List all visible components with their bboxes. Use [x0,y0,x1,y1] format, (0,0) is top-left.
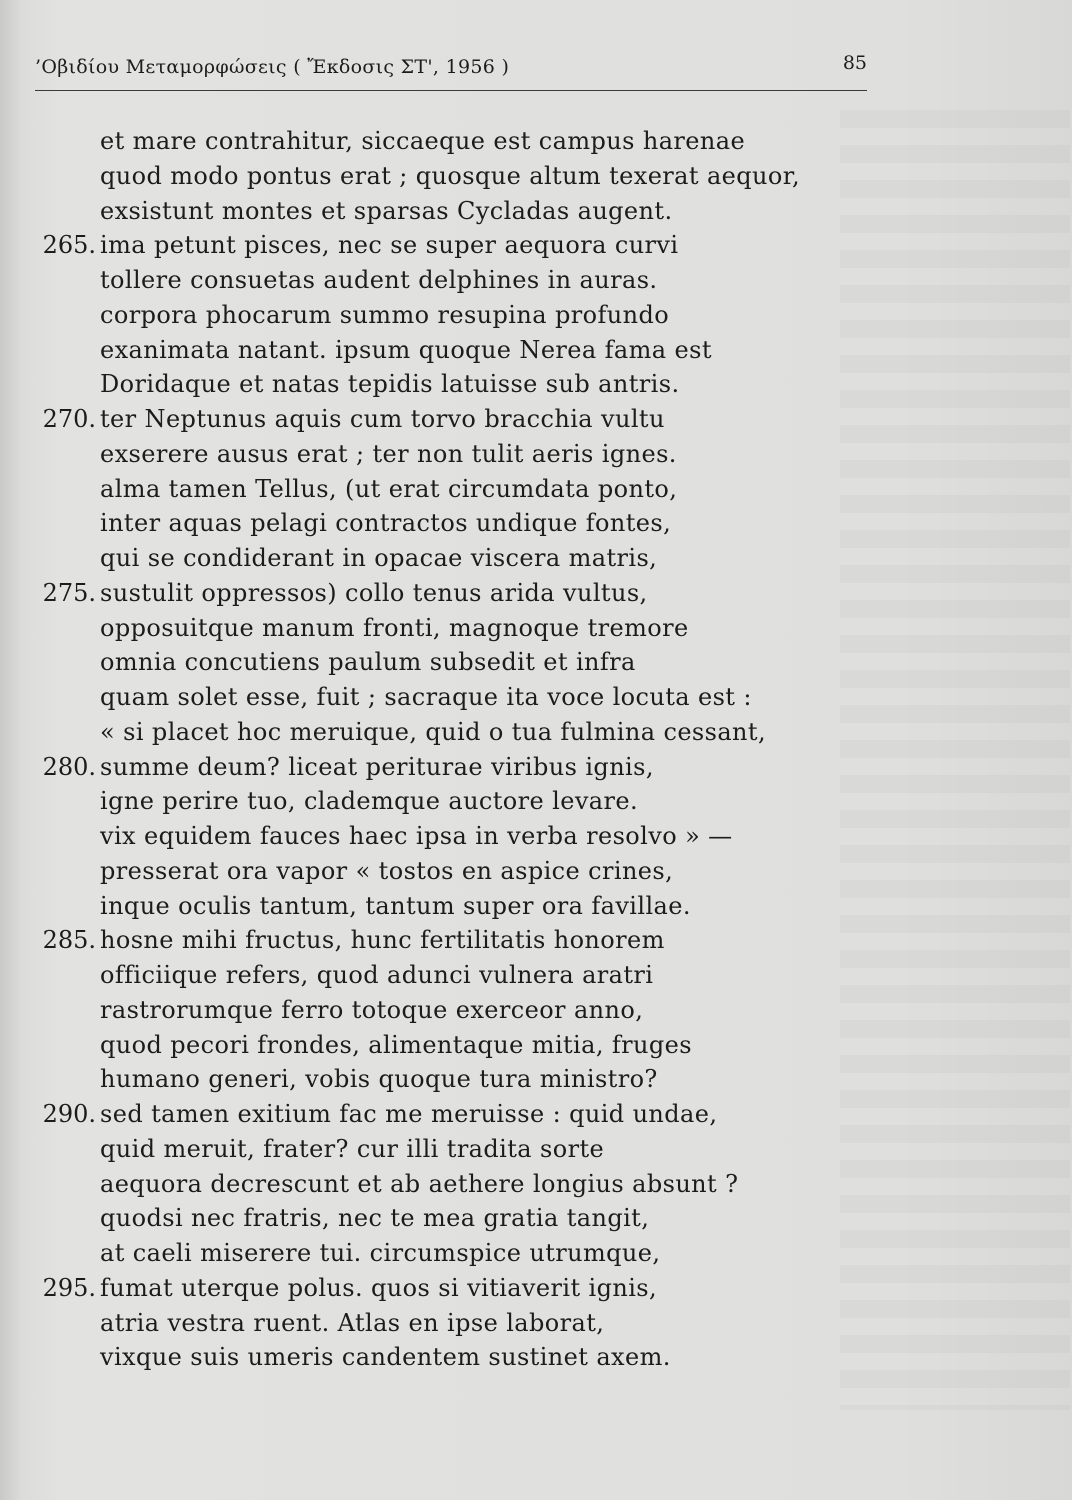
verse-text: Doridaque et natas tepidis latuisse sub antris. [100,370,680,399]
header-title: ’Οβιδίου Μεταμορφώσεις ( Ἔκδοσις ΣΤ', 1956 ) [35,56,510,78]
verse-text: exsistunt montes et sparsas Cycladas augent. [100,196,673,225]
verse-line [30,1062,850,1097]
verse-text: quam solet esse, fuit ; sacraque ita voce locuta est : [100,683,752,711]
verse-line [30,819,850,854]
verse-text: corpora phocarum summo resupina profundo [100,300,670,329]
show-through-texture [840,110,1070,1410]
line-number: 275. [42,578,96,607]
verse-line [30,958,850,993]
running-header [35,50,867,91]
verse-text: et mare contrahitur, siccaeque est campus harenae [100,127,746,155]
verse-text: fumat uterque polus. quos si vitiaverit ignis, [100,1273,658,1302]
line-number: 280. [42,752,96,781]
verse-text: exserere ausus erat ; ter non tulit aeris ignes. [100,439,677,468]
verse-text: vixque suis umeris candentem sustinet axem. [100,1343,671,1372]
verse-line [30,576,850,611]
verse-text: sed tamen exitium fac me meruisse : quid undae, [100,1100,718,1128]
verse-line [30,506,850,541]
verse-line [30,1236,850,1271]
verse-line [30,437,850,472]
verse-line [30,1167,850,1202]
line-number: 285. [42,926,96,955]
verse-text: quid meruit, frater? cur illi tradita sorte [100,1134,605,1163]
verse-text: summe deum? liceat periturae viribus ignis, [100,752,654,781]
page-number: 85 [842,52,867,74]
verse-text: hosne mihi fructus, hunc fertilitatis honorem [100,926,665,955]
verse-text: qui se condiderant in opacae viscera matris, [100,544,658,572]
verse-line [30,333,850,368]
verse-line [30,680,850,715]
verse-line [30,923,850,958]
verse-text: atria vestra ruent. Atlas en ipse laborat, [100,1308,605,1337]
verse-text: alma tamen Tellus, (ut erat circumdata ponto, [100,474,678,503]
verse-text: humano generi, vobis quoque tura ministro? [100,1065,658,1094]
verse-text: officiique refers, quod adunci vulnera aratri [100,961,654,989]
verse-line [30,541,850,576]
verse-line [30,1340,850,1375]
verse-line [30,645,850,680]
verse-block [30,124,850,1375]
verse-text: rastrorumque ferro totoque exerceor anno, [100,995,644,1024]
verse-text: aequora decrescunt et ab aethere longius absunt ? [100,1169,739,1198]
verse-line [30,611,850,646]
verse-line [30,1097,850,1132]
verse-line [30,889,850,924]
verse-line [30,1132,850,1167]
verse-text: omnia concutiens paulum subsedit et infra [100,648,636,677]
verse-line [30,1201,850,1236]
line-number: 290. [42,1100,96,1128]
line-number: 265. [42,231,96,260]
verse-text: inter aquas pelagi contractos undique fontes, [100,509,672,538]
verse-line [30,1028,850,1063]
verse-line [30,854,850,889]
verse-text: presserat ora vapor « tostos en aspice crines, [100,856,674,885]
verse-line [30,228,850,263]
verse-line [30,367,850,402]
verse-line [30,124,850,159]
verse-text: exanimata natant. ipsum quoque Nerea fama est [100,335,712,364]
verse-text: quod modo pontus erat ; quosque altum texerat aequor, [100,161,800,190]
verse-text: quodsi nec fratris, nec te mea gratia tangit, [100,1204,650,1233]
verse-text: opposuitque manum fronti, magnoque tremore [100,613,689,642]
verse-line [30,993,850,1028]
verse-line [30,750,850,785]
verse-line [30,263,850,298]
verse-line [30,1271,850,1306]
verse-text: at caeli miserere tui. circumspice utrumque, [100,1239,661,1267]
verse-text: sustulit oppressos) collo tenus arida vultus, [100,578,648,607]
verse-text: vix equidem fauces haec ipsa in verba resolvo » — [100,822,733,850]
verse-text: ima petunt pisces, nec se super aequora curvi [100,231,679,260]
verse-text: inque oculis tantum, tantum super ora favillae. [100,891,691,920]
verse-line [30,715,850,750]
verse-text: « si placet hoc meruique, quid o tua fulmina cessant, [100,717,766,746]
verse-text: igne perire tuo, clademque auctore levare. [100,787,639,816]
verse-line [30,402,850,437]
verse-line [30,472,850,507]
verse-text: quod pecori frondes, alimentaque mitia, fruges [100,1030,692,1059]
verse-line [30,1306,850,1341]
verse-line [30,194,850,229]
verse-line [30,159,850,194]
line-number: 295. [42,1273,96,1302]
verse-line [30,784,850,819]
verse-text: ter Neptunus aquis cum torvo bracchia vultu [100,405,665,433]
verse-text: tollere consuetas audent delphines in auras. [100,266,658,294]
verse-line [30,298,850,333]
line-number: 270. [42,405,96,433]
